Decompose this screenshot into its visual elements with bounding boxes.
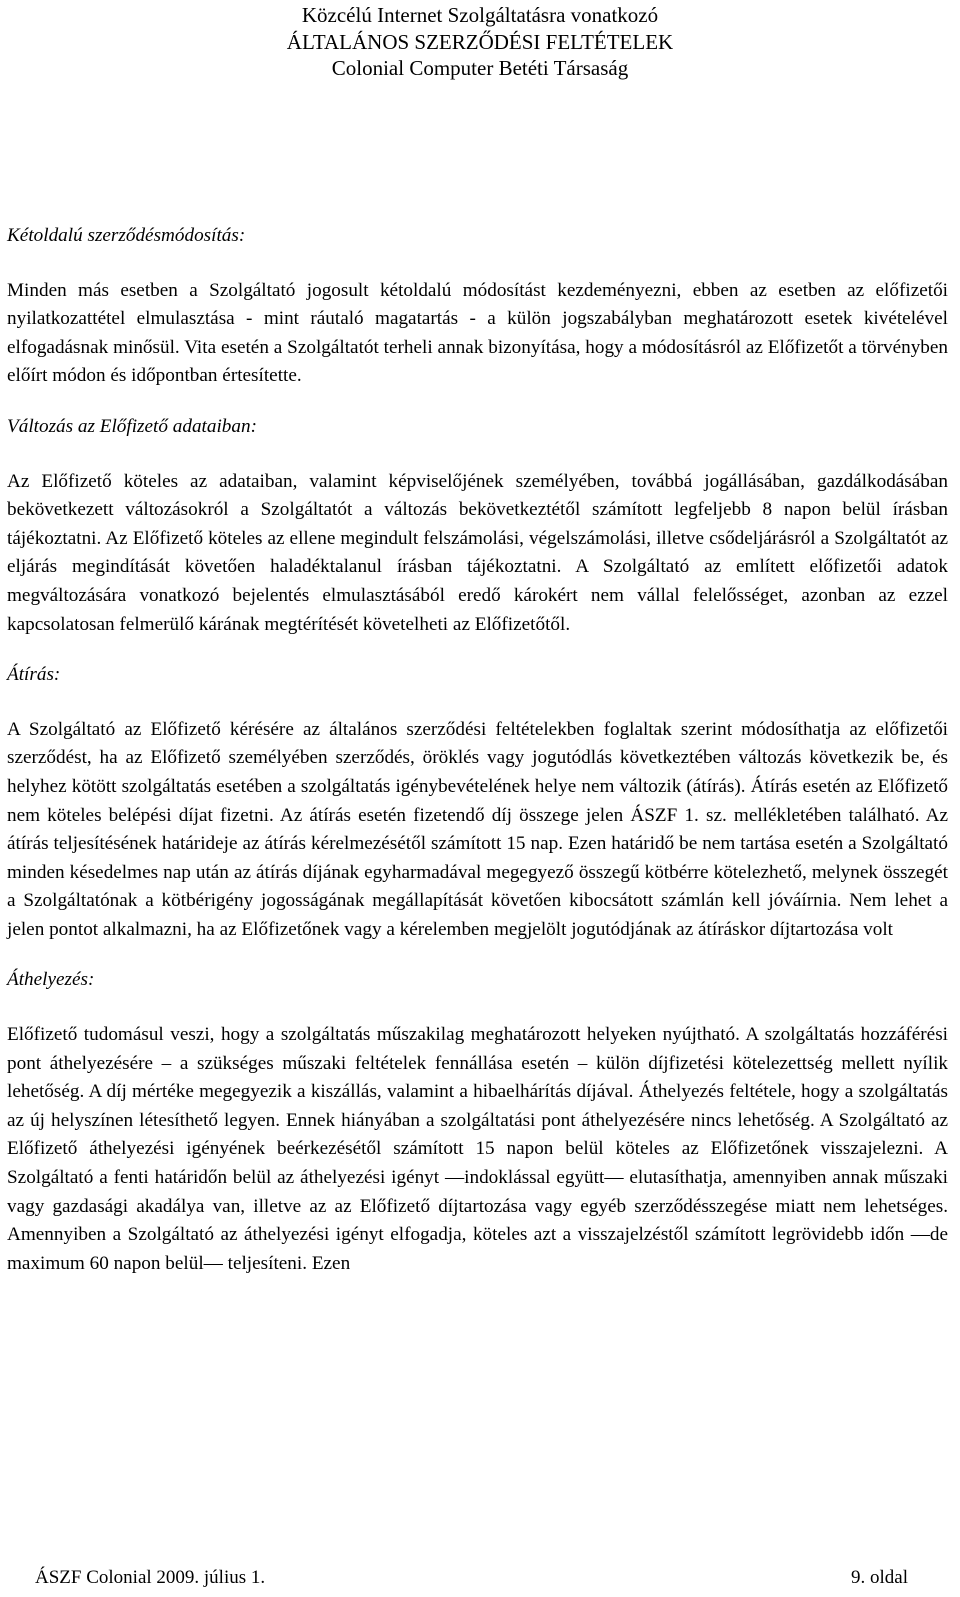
section-paragraph: Minden más esetben a Szolgáltató jogosult kétoldalú módosítást kezdeményezni, ebben az esetben az előfizetői nyilatkozattétel elmulasztása - mint ráutaló magatartás - a külön jogszabályban meghatározott esetek kivételével elfogadásnak minősül. Vita esetén a Szolgáltatót terheli annak bizonyítása, hogy a módosításról az Előfizetőt a törvényben előírt módon és időpontban értesítette.	[7, 279, 948, 387]
section-heading: Változás az Előfizető adataiban:	[7, 415, 257, 437]
section-paragraph: Az Előfizető köteles az adataiban, valamint képviselőjének személyében, továbbá jogállásában, gazdálkodásában bekövetkezett változásokról a Szolgáltatót a változás bekövetkeztétől számított legfeljebb 8 napon belül írásban tájékoztatni. Az Előfizető köteles az ellene megindult felszámolási, végelszámolási, illetve csődeljárásról a Szolgáltatót az eljárás megindítását követően haladéktalanul írásban tájékoztatni. A Szolgáltató az említett előfizetői adatok megváltozására vonatkozó bejelentés elmulasztásából eredő károkért nem vállal felelősséget, azonban az ezzel kapcsolatosan felmerülő kárának megtérítését követelheti az Előfizetőtől.	[7, 470, 948, 635]
footer-page-number: 9. oldal	[851, 1567, 908, 1588]
section-heading: Kétoldalú szerződésmódosítás:	[7, 225, 246, 246]
page-header	[0, 2, 960, 82]
header-line-2: ÁLTALÁNOS SZERZŐDÉSI FELTÉTELEK	[286, 29, 674, 54]
section-bilateral-amendment	[7, 222, 948, 391]
header-line-1: Közcélú Internet Szolgáltatásra vonatkozó	[301, 3, 659, 27]
header-line-3: Colonial Computer Betéti Társaság	[331, 56, 629, 80]
section-subscriber-data-change	[7, 413, 948, 639]
section-heading: Átírás:	[7, 664, 61, 686]
section-relocation	[7, 966, 948, 1278]
footer-document-date: ÁSZF Colonial 2009. július 1.	[35, 1567, 266, 1588]
document-body	[7, 222, 948, 1300]
section-transfer	[7, 661, 948, 944]
section-heading: Áthelyezés:	[7, 969, 95, 991]
section-paragraph: Előfizető tudomásul veszi, hogy a szolgáltatás műszakilag meghatározott helyeken nyújtható. A szolgáltatás hozzáférési pont áthelyezésére – a szükséges műszaki feltételek fennállása esetén – külön díjfizetési kötelezettség mellett nyílik lehetőség. A díj mértéke megegyezik a kiszállás, valamint a hibaelhárítás díjával. Áthelyezés feltétele, hogy a szolgáltatás az új helyszínen létesíthető legyen. Ennek hiányában a szolgáltatási pont áthelyezésére nincs lehetőség. A Szolgáltató az Előfizető áthelyezési igényének beérkezésétől számított 15 napon belül köteles az Előfizetőnek visszajelezni. A Szolgáltató a fenti határidőn belül az áthelyezési igényt —indoklással együtt— elutasíthatja, amennyiben annak műszaki vagy gazdasági akadálya van, illetve az az Előfizető díjtartozása vagy egyéb szerződésszegése miatt nem lehetséges. Amennyiben a Szolgáltató az áthelyezési igényt elfogadja, köteles azt a visszajelzéstől számított legrövidebb időn —de maximum 60 napon belül— teljesíteni. Ezen	[7, 1024, 948, 1274]
section-paragraph: A Szolgáltató az Előfizető kérésére az általános szerződési feltételekben foglaltak szerint módosíthatja az előfizetői szerződést, ha az Előfizető személyében szerződés, öröklés vagy jogutódlás következtében változás következik be, és helyhez kötött szolgáltatás esetében a szolgáltatás igénybevételének helye nem változik (átírás). Átírás esetén az Előfizető nem köteles belépési díjat fizetni. Az átírás esetén fizetendő díj összege jelen ÁSZF 1. sz. mellékletében található. Az átírás teljesítésének határideje az átírás kérelmezésétől számított 15 nap. Ezen határidő be nem tartása esetén a Szolgáltató minden késedelmes nap után az átírás díjának egyharmadával megegyező összegű kötbérre kötelezhető, melynek összegét a Szolgáltatónak a kötbérigény jogosságának megállapítását követően kibocsátott számlán kell jóváírnia. Nem lehet a jelen pontot alkalmazni, ha az Előfizetőnek vagy a kérelemben megjelölt jogutódjának az átíráskor díjtartozása volt	[7, 718, 948, 940]
